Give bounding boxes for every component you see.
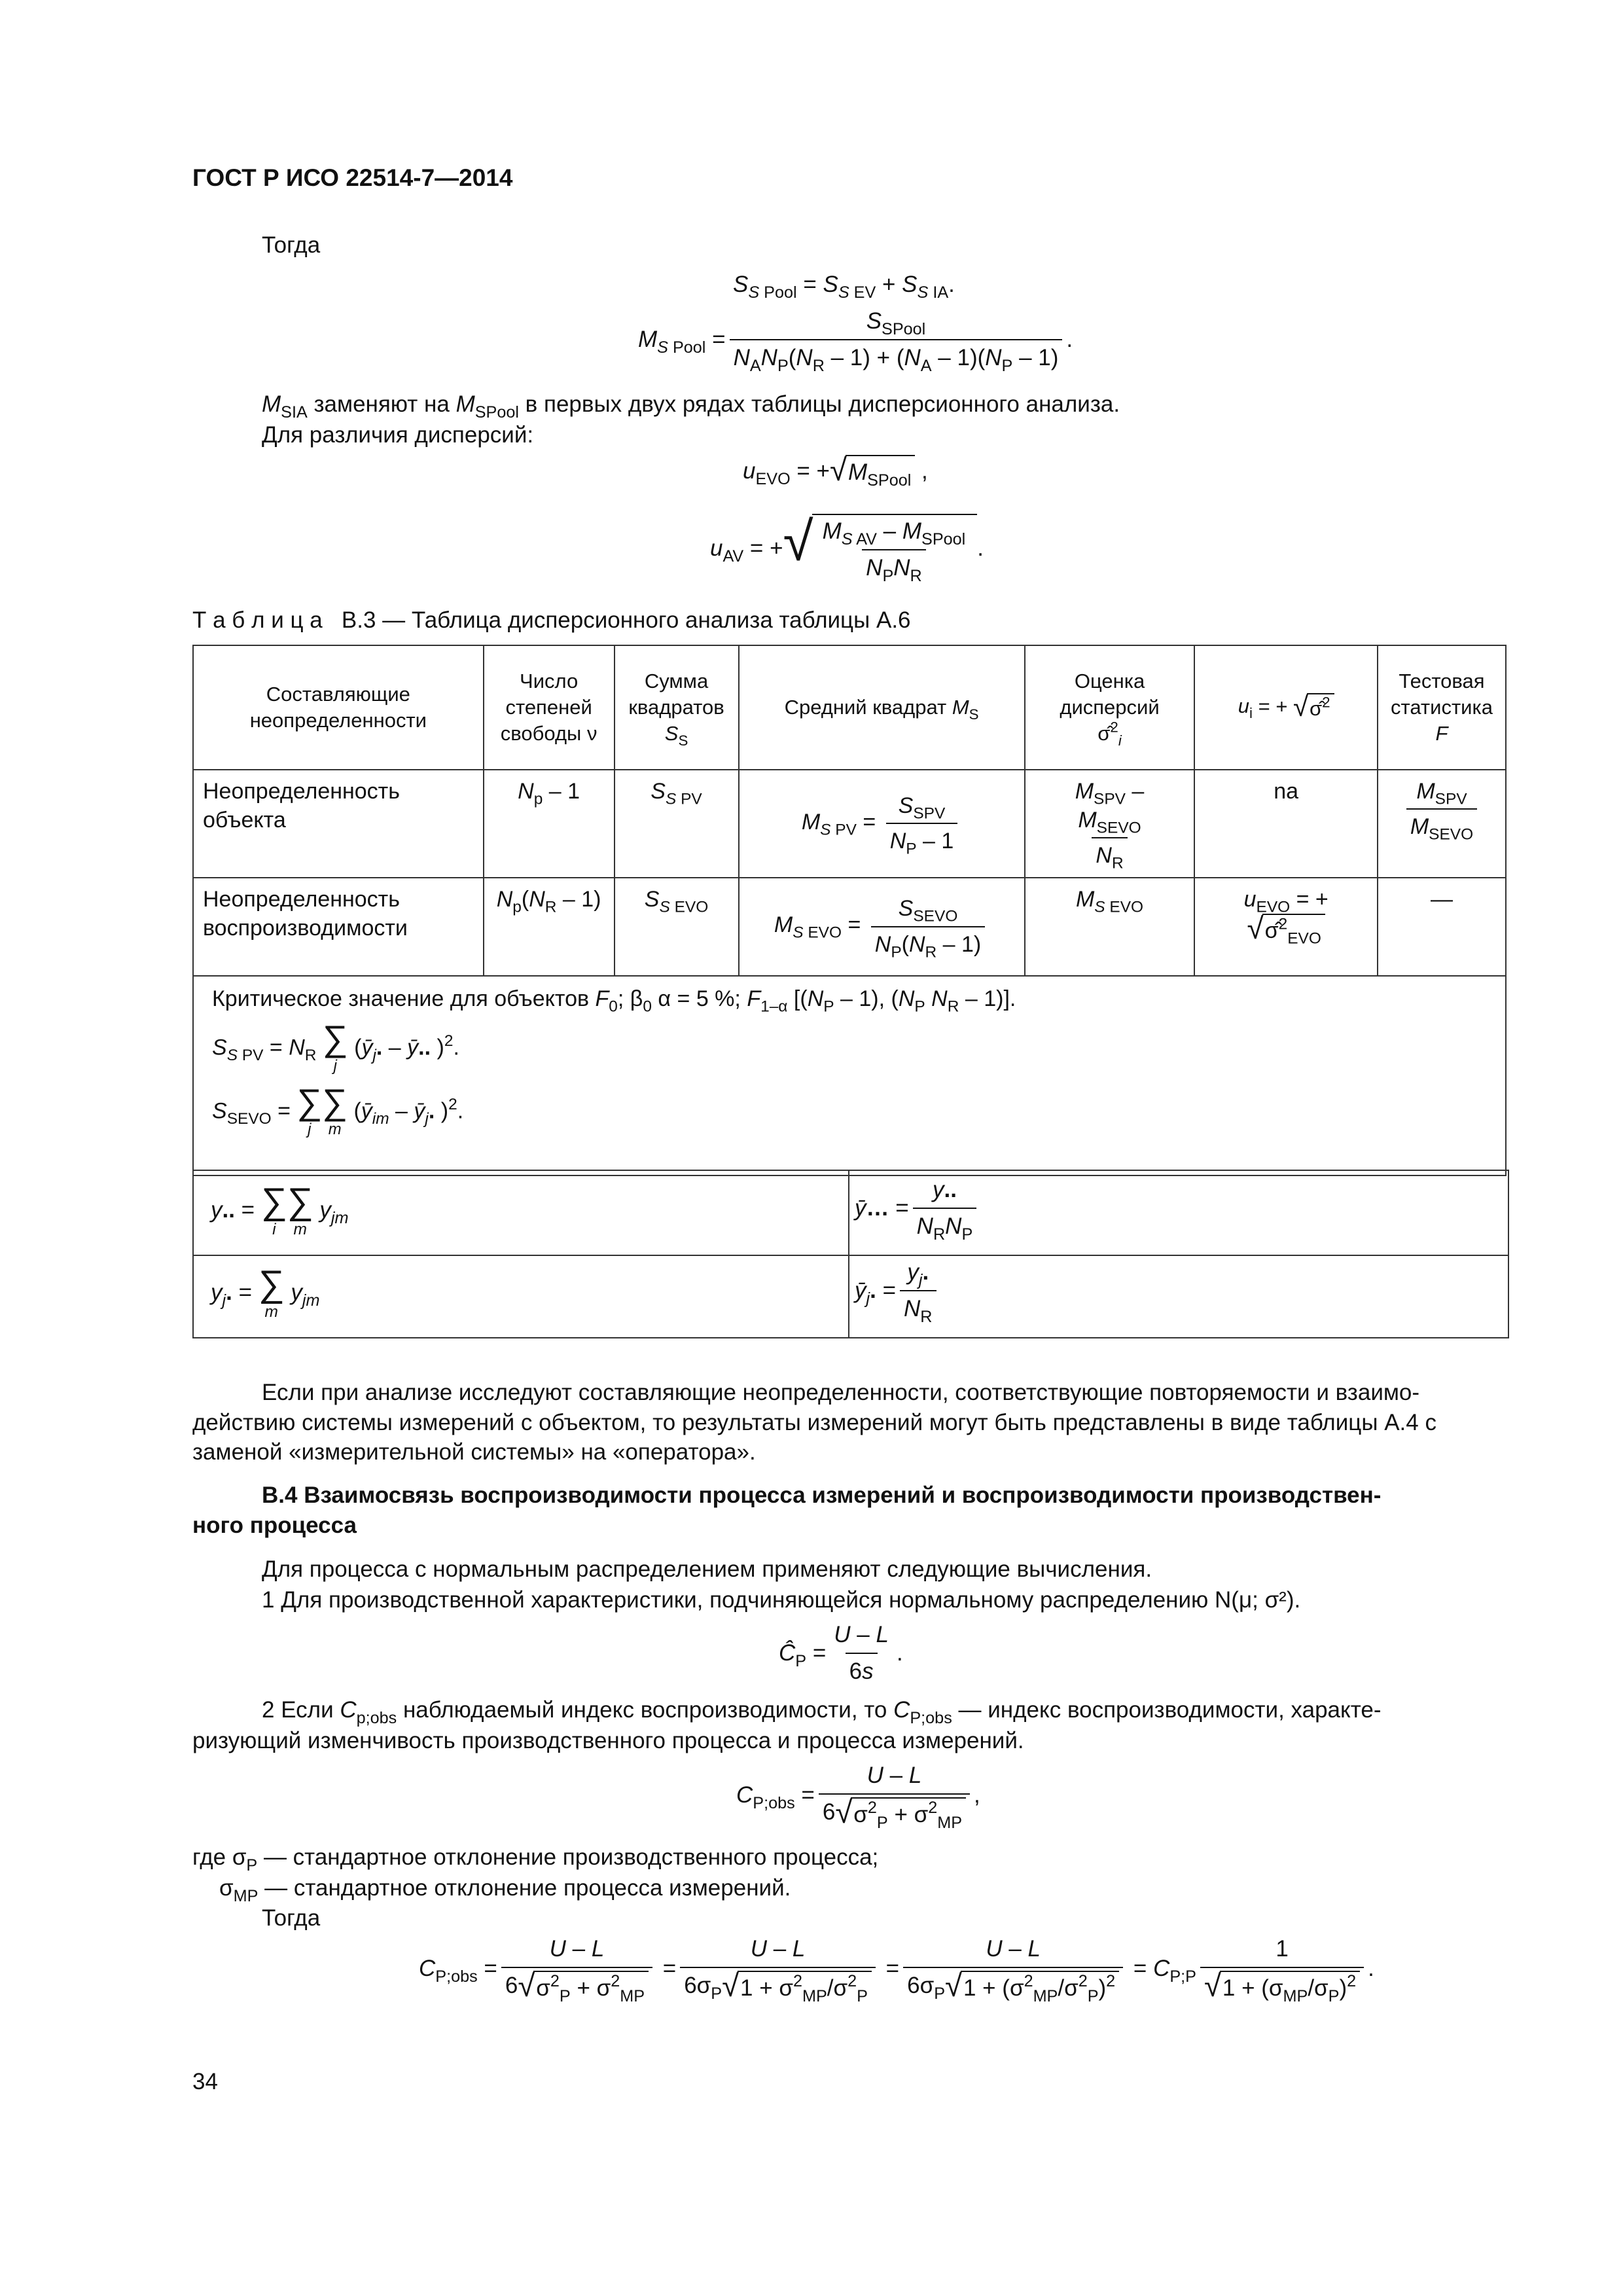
- row2-variance: $M_{S EVO}$: [1025, 878, 1195, 976]
- formula-y-bar-j-dot: $ȳ_j$. = $\frac{y_j.}{N_R}$: [855, 1257, 940, 1323]
- row2-ms: $M_{S EVO}$ = $\frac{S_{SEVO}}{N_P(N_R - 1)}$: [739, 878, 1025, 976]
- formula-ssevo: $S_{SEVO}$ = ∑ j ∑ m ($ȳ_{im}$ – $ȳ_j$. )$^2$.: [212, 1082, 464, 1139]
- formula-y-j-dot: $y_j$. = ∑ m $y_{jm}$: [211, 1263, 320, 1321]
- critical-value-line: Критическое значение для объектов $F_0$; $\beta_0$ α = 5 %; $F_{1-\alpha}$ [$(N_P - 1)$, ($N_P$ $N_R - 1$)].: [212, 986, 1016, 1016]
- table-header-row: [193, 645, 1506, 770]
- row2-label: Неопределенность воспроизводимости: [193, 878, 484, 976]
- row2-ss: $S_{S EVO}$: [615, 878, 739, 976]
- row1-f: $\frac{M_{SPV}}{M_{SEVO}}$: [1378, 770, 1506, 878]
- formula-ms-pool: $M_{S Pool}$ = $\frac{S_{SPool}}{N_AN_P(N_R - 1) + (N_A - 1)(N_P - 1)}$ .: [638, 308, 1073, 375]
- page-number: 34: [192, 2069, 218, 2094]
- table-row-notes: [193, 976, 1506, 1175]
- header-mean-square: Средний квадрат $M_S$: [739, 645, 1025, 770]
- row1-ms: $M_{S PV}$ = $\frac{S_{SPV}}{N_P - 1}$: [739, 770, 1025, 878]
- row1-variance: $\frac{M_{SPV} - M_{SEVO}}{N_R}$: [1025, 770, 1195, 878]
- formula-u-av: $u_{AV}$ = + √ $\frac{M_{S AV} - M_{SPool}}{N_PN_R}$ .: [710, 511, 984, 585]
- text-where-sp: где $\sigma_P$ — стандартное отклонение производственного процесса;: [192, 1844, 879, 1874]
- formula-ss-pv: $S_{S PV} = N_R$ ∑ j ($ȳ_j$. – ȳ.. )$^2$.: [212, 1018, 459, 1075]
- header-sum-squares: Сумма квадратов $S_S$: [615, 645, 739, 770]
- formula-cp-obs: $C_{P;obs}$ = U – L 6 √ $\sigma^2_P + \sigma^2_{MP}$ ,: [736, 1763, 980, 1832]
- formula-cp-hat: $Ĉ_P$ = $\frac{U - L}{6s}$ .: [779, 1620, 903, 1686]
- header-dof: Число степеней свободы ν: [484, 645, 615, 770]
- text-where-smp: $\sigma_{MP}$ — стандартное отклонение процесса измерений.: [219, 1875, 791, 1905]
- row2-u: $u_{EVO}$ = + √ σ̂$^2_{EVO}$: [1194, 878, 1378, 976]
- row1-ss: $S_{S PV}$: [615, 770, 739, 878]
- text-ms-replace: $M_{SIA}$ заменяют на $M_{SPool}$ в первых двух рядах таблицы дисперсионного анализа.: [262, 391, 1120, 422]
- text-togda: Тогда: [262, 232, 321, 258]
- row2-f: —: [1378, 878, 1506, 976]
- formula-chain: $C_{P;obs}$ = U – L 6 √ $\sigma^2_P + \sigma^2_{MP}$ = U – L $6\sigma_P$ √ $1 + \sigma^2_{MP}/\sigma^2_P$ = U – L $6\sigma_P$ √ $1 + (\sigma^2_{MP}/\sigma^2_P)^2$ = $C_{P;P}$ 1 √ $1 + (\sigma_{MP}/\sigma_P)^2$ .: [419, 1936, 1374, 2005]
- text-normal-dist: Для процесса с нормальным распределением применяют следующие вычисления.: [262, 1556, 1152, 1582]
- critical-value-cell: [193, 976, 1506, 1175]
- paragraph-if: Если при анализе исследуют составляющие неопределенности, соответствующие повторяемости и взаимо- действию системы измерений с объектом, то результаты измерений могут быть представлены в виде таблицы А.4 с заменой «измерительной системы» на «оператора».: [192, 1380, 1436, 1465]
- formula-grid-row-2: [192, 1253, 1509, 1338]
- table-row: [193, 770, 1506, 878]
- header-u: $u_i$ = + √ σ̂$^2$: [1194, 645, 1378, 770]
- formula-y-dotdot: y.. = ∑ i ∑ m $y_{jm}$: [211, 1180, 349, 1238]
- row1-dof: $N_p - 1$: [484, 770, 615, 878]
- header-components: Составляющие неопределенности: [193, 645, 484, 770]
- table-caption: Т а б л и ц а В.3 — Таблица дисперсионного анализа таблицы А.6: [192, 607, 911, 633]
- header-variance-estimate: Оценка дисперсий σ̂$^2_i$: [1025, 645, 1195, 770]
- text-togda-2: Тогда: [262, 1905, 321, 1931]
- text-item2-cont: ризующий изменчивость производственного процесса и процесса измерений.: [192, 1728, 1024, 1753]
- text-item2: 2 Если $C_{p;obs}$ наблюдаемый индекс воспроизводимости, то $C_{P;obs}$ — индекс воспроизводимости, характе-: [262, 1697, 1382, 1727]
- text-item1: 1 Для производственной характеристики, подчиняющейся нормальному распределению N(μ; σ²).: [262, 1587, 1301, 1613]
- text-diff-variances: Для различия дисперсий:: [262, 422, 534, 448]
- formula-u-evo: $u_{EVO}$ = + √ $M_{SPool}$ ,: [743, 453, 928, 490]
- row2-dof: $N_p(N_R - 1)$: [484, 878, 615, 976]
- table-row: [193, 878, 1506, 976]
- header-test-statistic: Тестовая статистика F: [1378, 645, 1506, 770]
- formula-grid-row-1: [192, 1170, 1509, 1256]
- formula-ss-pool: $S_{S Pool} = S_{S EV} + S_{S IA}$.: [733, 272, 955, 302]
- formula-y-bar-dotdotdot: ȳ… = $\frac{y..}{N_RN_P}$: [855, 1175, 980, 1241]
- document-header: ГОСТ Р ИСО 22514-7—2014: [192, 164, 513, 191]
- row1-label: Неопределенность объекта: [193, 770, 484, 878]
- row1-u: na: [1194, 770, 1378, 878]
- anova-table: [192, 645, 1507, 1176]
- section-title: В.4 Взаимосвязь воспроизводимости процесса измерений и воспроизводимости производствен- ного процесса: [192, 1482, 1382, 1538]
